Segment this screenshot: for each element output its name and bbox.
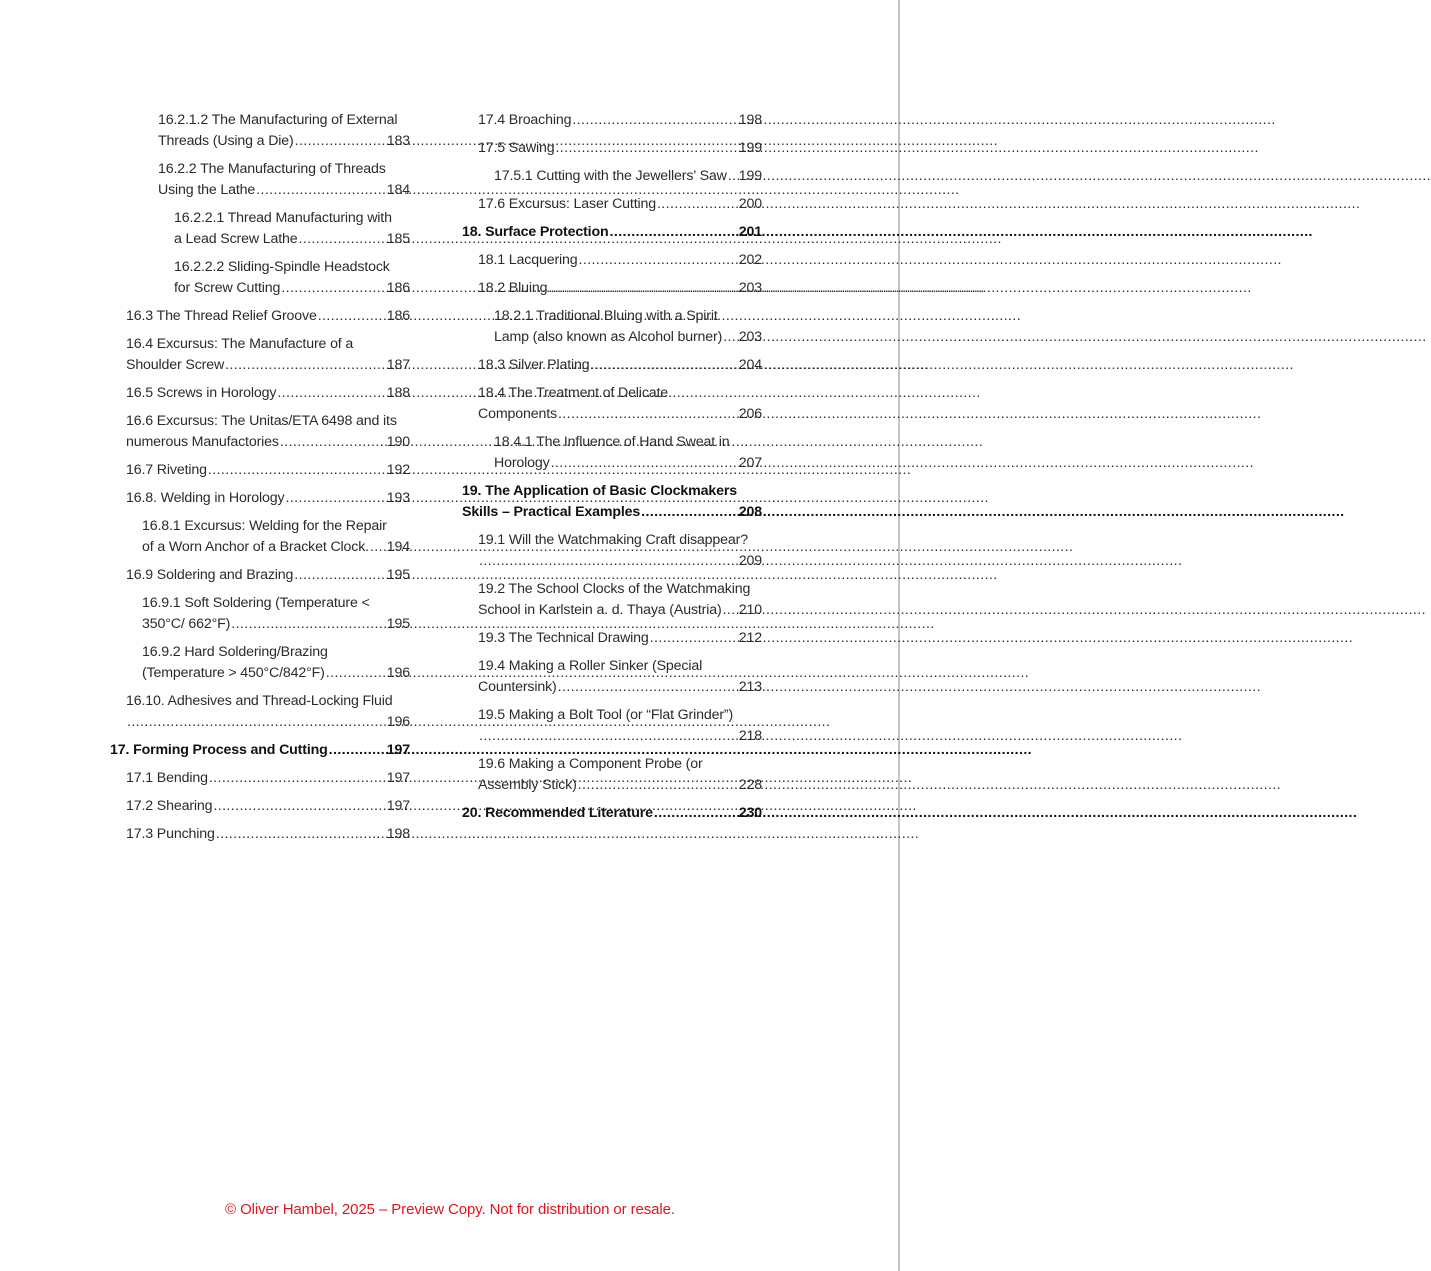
toc-entry[interactable] [110, 691, 410, 733]
toc-entry-title: 19. The Application of Basic Clockmakers [462, 483, 737, 499]
dot-leader [299, 229, 386, 250]
toc-entry-line [158, 180, 410, 201]
toc-page-number: 203 [738, 329, 762, 345]
toc-entry[interactable] [462, 656, 762, 698]
toc-entry-title-continued: (Temperature > 450°C/842°F) [142, 665, 325, 681]
toc-entry-title: 20. Recommended Literature [462, 805, 653, 821]
toc-entry-title: 19.6 Making a Component Probe (or [478, 756, 703, 772]
toc-page-number: 183 [386, 133, 410, 149]
toc-entry-title: 16.2.2.2 Sliding-Spindle Headstock [174, 259, 390, 275]
toc-entry[interactable] [110, 306, 410, 327]
toc-page-number: 199 [738, 168, 762, 184]
toc-page-number: 198 [738, 112, 762, 128]
toc-entry-line [478, 110, 762, 131]
toc-entry-title-continued: of a Worn Anchor of a Bracket Clock. [142, 539, 369, 555]
dot-leader [641, 502, 738, 523]
toc-entry-line [478, 600, 762, 621]
toc-entry-line [126, 383, 410, 404]
toc-entry[interactable] [110, 411, 410, 453]
toc-entry-title: 16.3 The Thread Relief Groove [126, 308, 317, 324]
dot-leader [579, 250, 738, 271]
toc-entry-line [478, 726, 762, 747]
toc-entry-line [494, 453, 762, 474]
toc-entry-title: 18.2.1 Traditional Bluing with a Spirit [494, 308, 718, 324]
toc-page-number: 208 [738, 504, 762, 520]
toc-entry-title-continued: Horology [494, 455, 550, 471]
dot-leader [295, 131, 386, 152]
toc-entry-line [478, 250, 762, 271]
toc-entry-title-continued: School in Karlstein a. d. Thaya (Austria) [478, 602, 722, 618]
toc-entry-title-continued: for Screw Cutting [174, 280, 281, 296]
toc-entry-title: 16.9 Soldering and Brazing [126, 567, 294, 583]
toc-entry-line [478, 355, 762, 376]
toc-page-number: 199 [738, 140, 762, 156]
toc-entry[interactable] [462, 754, 762, 796]
dot-leader [723, 600, 738, 621]
toc-entry[interactable] [110, 257, 410, 299]
toc-entry-line [478, 628, 762, 649]
toc-page-number: 207 [738, 455, 762, 471]
toc-entry[interactable] [110, 768, 410, 789]
toc-entry-line [126, 460, 410, 481]
dot-leader [479, 551, 738, 572]
toc-entry-line [478, 138, 762, 159]
toc-entry[interactable] [462, 166, 762, 187]
toc-page-number: 206 [738, 406, 762, 422]
dot-leader [578, 775, 738, 796]
dot-leader [657, 194, 738, 215]
toc-entry-title: 17.2 Shearing [126, 798, 213, 814]
toc-entry[interactable] [462, 432, 762, 474]
toc-page-number: 186 [386, 280, 410, 296]
toc-entry-line [142, 614, 410, 635]
toc-entry-title: 17. Forming Process and Cutting [110, 742, 328, 758]
toc-entry-title: 16.4 Excursus: The Manufacture of a [126, 336, 354, 352]
dot-leader [723, 327, 738, 348]
toc-entry-title: 19.2 The School Clocks of the Watchmaking [478, 581, 751, 597]
toc-entry-title: 17.4 Broaching [478, 112, 572, 128]
toc-page-number: 197 [386, 798, 410, 814]
toc-entry[interactable] [110, 740, 410, 761]
toc-entry-title: 16.9.2 Hard Soldering/Brazing [142, 644, 328, 660]
dot-leader [294, 565, 386, 586]
toc-entry-title: 16.6 Excursus: The Unitas/ETA 6498 and its [126, 413, 397, 429]
toc-entry-line [158, 131, 410, 152]
toc-entry-title: 19.4 Making a Roller Sinker (Special [478, 658, 703, 674]
toc-page-number: 187 [386, 357, 410, 373]
copyright-notice: © Oliver Hambel, 2025 – Preview Copy. Not for distribution or resale. [225, 1201, 675, 1218]
toc-entry-title: 19.1 Will the Watchmaking Craft disappear? [478, 532, 748, 548]
toc-entry-line [478, 278, 762, 299]
dot-leader [208, 460, 386, 481]
toc-entry-title-continued: Threads (Using a Die) [158, 133, 294, 149]
dot-leader [551, 453, 738, 474]
toc-entry-title: 16.2.2 The Manufacturing of Threads [158, 161, 386, 177]
toc-entry-title: 16.9.1 Soft Soldering (Temperature < [142, 595, 370, 611]
toc-entry-title-continued: Skills – Practical Examples [462, 504, 641, 520]
toc-page-number: 190 [386, 434, 410, 450]
toc-entry[interactable] [462, 110, 762, 131]
dot-leader [370, 537, 386, 558]
toc-entry[interactable] [462, 306, 762, 348]
toc-entry[interactable] [110, 796, 410, 817]
toc-entry-line [126, 768, 410, 789]
toc-page-number: 188 [386, 385, 410, 401]
toc-entry-title-continued: Countersink) [478, 679, 557, 695]
toc-entry[interactable] [462, 579, 762, 621]
dot-leader [558, 677, 738, 698]
toc-entry-line [126, 824, 410, 845]
dot-leader [650, 628, 738, 649]
toc-entry-line [462, 502, 762, 523]
toc-page-number: 203 [738, 280, 762, 296]
dot-leader [280, 432, 386, 453]
toc-entry[interactable] [110, 159, 410, 201]
dot-leader [572, 110, 737, 131]
toc-page-number: 202 [738, 252, 762, 268]
toc-left-column [110, 110, 410, 852]
toc-entry-title: 16.8.1 Excursus: Welding for the Repair [142, 518, 387, 534]
toc-entry-line [478, 194, 762, 215]
toc-page-number: 186 [386, 308, 410, 324]
toc-page-number: 228 [738, 777, 762, 793]
toc-entry-title: 17.1 Bending [126, 770, 208, 786]
toc-entry-title-continued: a Lead Screw Lathe [174, 231, 298, 247]
toc-entry-line [478, 404, 762, 425]
toc-entry-title: 17.5.1 Cutting with the Jewellers’ Saw [494, 168, 727, 184]
toc-entry[interactable] [110, 488, 410, 509]
toc-entry-title-continued: Shoulder Screw [126, 357, 225, 373]
toc-entry-title-continued: Assembly Stick) [478, 777, 577, 793]
toc-entry[interactable] [110, 383, 410, 404]
toc-entry-title-continued: Lamp (also known as Alcohol burner) [494, 329, 723, 345]
toc-entry[interactable] [110, 593, 410, 635]
toc-page-number: 197 [386, 770, 410, 786]
toc-entry[interactable] [110, 824, 410, 845]
dot-leader [225, 355, 386, 376]
toc-entry-title-continued: Components [478, 406, 557, 422]
toc-page-number: 200 [738, 196, 762, 212]
dot-leader [728, 166, 738, 187]
toc-page-number: 196 [386, 665, 410, 681]
toc-entry-line [462, 222, 762, 243]
toc-page-number: 193 [386, 490, 410, 506]
toc-entry-line [126, 796, 410, 817]
toc-entry[interactable] [462, 803, 762, 824]
dot-leader [216, 824, 386, 845]
toc-page-number: 198 [386, 826, 410, 842]
toc-entry-title-continued: numerous Manufactories [126, 434, 279, 450]
dot-leader [277, 383, 385, 404]
dot-leader [479, 726, 738, 747]
toc-entry[interactable] [462, 481, 762, 523]
toc-entry-title: 18.3 Silver Plating [478, 357, 590, 373]
toc-entry[interactable] [462, 138, 762, 159]
toc-entry[interactable] [462, 194, 762, 215]
toc-entry[interactable] [462, 705, 762, 747]
dot-leader [555, 138, 737, 159]
toc-entry-title: 18.4 The Treatment of Delicate [478, 385, 669, 401]
toc-entry-line [478, 677, 762, 698]
toc-entry[interactable] [462, 222, 762, 243]
toc-page-number: 192 [386, 462, 410, 478]
toc-entry-line [478, 775, 762, 796]
toc-entry[interactable] [110, 565, 410, 586]
toc-entry-line [142, 537, 410, 558]
dot-leader [548, 278, 737, 299]
toc-page-number: 230 [738, 805, 762, 821]
dot-leader [281, 278, 386, 299]
dot-leader [256, 180, 386, 201]
toc-entry-title: 17.3 Punching [126, 826, 215, 842]
toc-page-number: 196 [386, 714, 410, 730]
dot-leader [127, 712, 386, 733]
toc-entry-title-continued: Using the Lathe [158, 182, 256, 198]
toc-page-number: 218 [738, 728, 762, 744]
dot-leader [610, 222, 738, 243]
toc-entry-title: 18. Surface Protection [462, 224, 609, 240]
toc-entry-title: 16.8. Welding in Horology [126, 490, 285, 506]
toc-page-number: 209 [738, 553, 762, 569]
toc-entry-line [126, 565, 410, 586]
toc-entry-line [494, 327, 762, 348]
toc-entry-title: 16.2.1.2 The Manufacturing of External [158, 112, 398, 128]
toc-entry-line [462, 803, 762, 824]
toc-entry-line [174, 278, 410, 299]
toc-entry[interactable] [110, 460, 410, 481]
toc-entry-title: 17.6 Excursus: Laser Cutting [478, 196, 656, 212]
toc-entry[interactable] [110, 208, 410, 250]
toc-entry-title: 16.2.2.1 Thread Manufacturing with [174, 210, 392, 226]
toc-entry-title: 18.1 Lacquering [478, 252, 578, 268]
toc-page-number: 213 [738, 679, 762, 695]
toc-page-number: 195 [386, 616, 410, 632]
toc-entry[interactable] [462, 530, 762, 572]
dot-leader [285, 488, 385, 509]
dot-leader [654, 803, 738, 824]
toc-entry[interactable] [462, 383, 762, 425]
toc-page-number: 185 [386, 231, 410, 247]
toc-entry-title: 18.4.1 The Influence of Hand Sweat in [494, 434, 730, 450]
toc-entry[interactable] [110, 110, 410, 152]
toc-entry-title-continued: 350°C/ 662°F) [142, 616, 231, 632]
dot-leader [209, 768, 386, 789]
toc-page-number: 210 [738, 602, 762, 618]
dot-leader [231, 614, 386, 635]
toc-entry-title: 16.7 Riveting [126, 462, 207, 478]
toc-entry-line [174, 229, 410, 250]
toc-entry[interactable] [462, 355, 762, 376]
toc-entry-line [126, 355, 410, 376]
toc-entry-line [478, 551, 762, 572]
toc-entry[interactable] [110, 516, 410, 558]
toc-entry-title: 18.2 Bluing [478, 280, 548, 296]
toc-page-number: 197 [386, 742, 410, 758]
dot-leader [591, 355, 738, 376]
toc-entry[interactable] [110, 642, 410, 684]
toc-page-number: 194 [386, 539, 410, 555]
dot-leader [329, 740, 386, 761]
toc-page-number: 212 [738, 630, 762, 646]
toc-entry-line [126, 432, 410, 453]
toc-entry-title: 19.5 Making a Bolt Tool (or “Flat Grinder”) [478, 707, 734, 723]
toc-entry-line [126, 712, 410, 733]
toc-page-number: 195 [386, 567, 410, 583]
toc-entry-title: 19.3 The Technical Drawing [478, 630, 649, 646]
toc-entry[interactable] [110, 334, 410, 376]
toc-page-number: 184 [386, 182, 410, 198]
toc-entry[interactable] [462, 250, 762, 271]
dot-leader [213, 796, 385, 817]
toc-entry-title: 17.5 Sawing [478, 140, 555, 156]
toc-entry-line [110, 740, 410, 761]
dot-leader [326, 663, 386, 684]
toc-entry-line [126, 488, 410, 509]
toc-right-column [462, 110, 762, 831]
toc-entry[interactable] [462, 628, 762, 649]
toc-entry-title: 16.10. Adhesives and Thread-Locking Fluid [126, 693, 393, 709]
toc-page-number: 201 [738, 224, 762, 240]
dot-leader [558, 404, 738, 425]
toc-entry-line [142, 663, 410, 684]
toc-entry-line [494, 166, 762, 187]
dot-leader [318, 306, 386, 327]
toc-entry-line [126, 306, 410, 327]
toc-entry-title: 16.5 Screws in Horology [126, 385, 277, 401]
toc-page-number: 204 [738, 357, 762, 373]
toc-entry[interactable] [462, 278, 762, 299]
